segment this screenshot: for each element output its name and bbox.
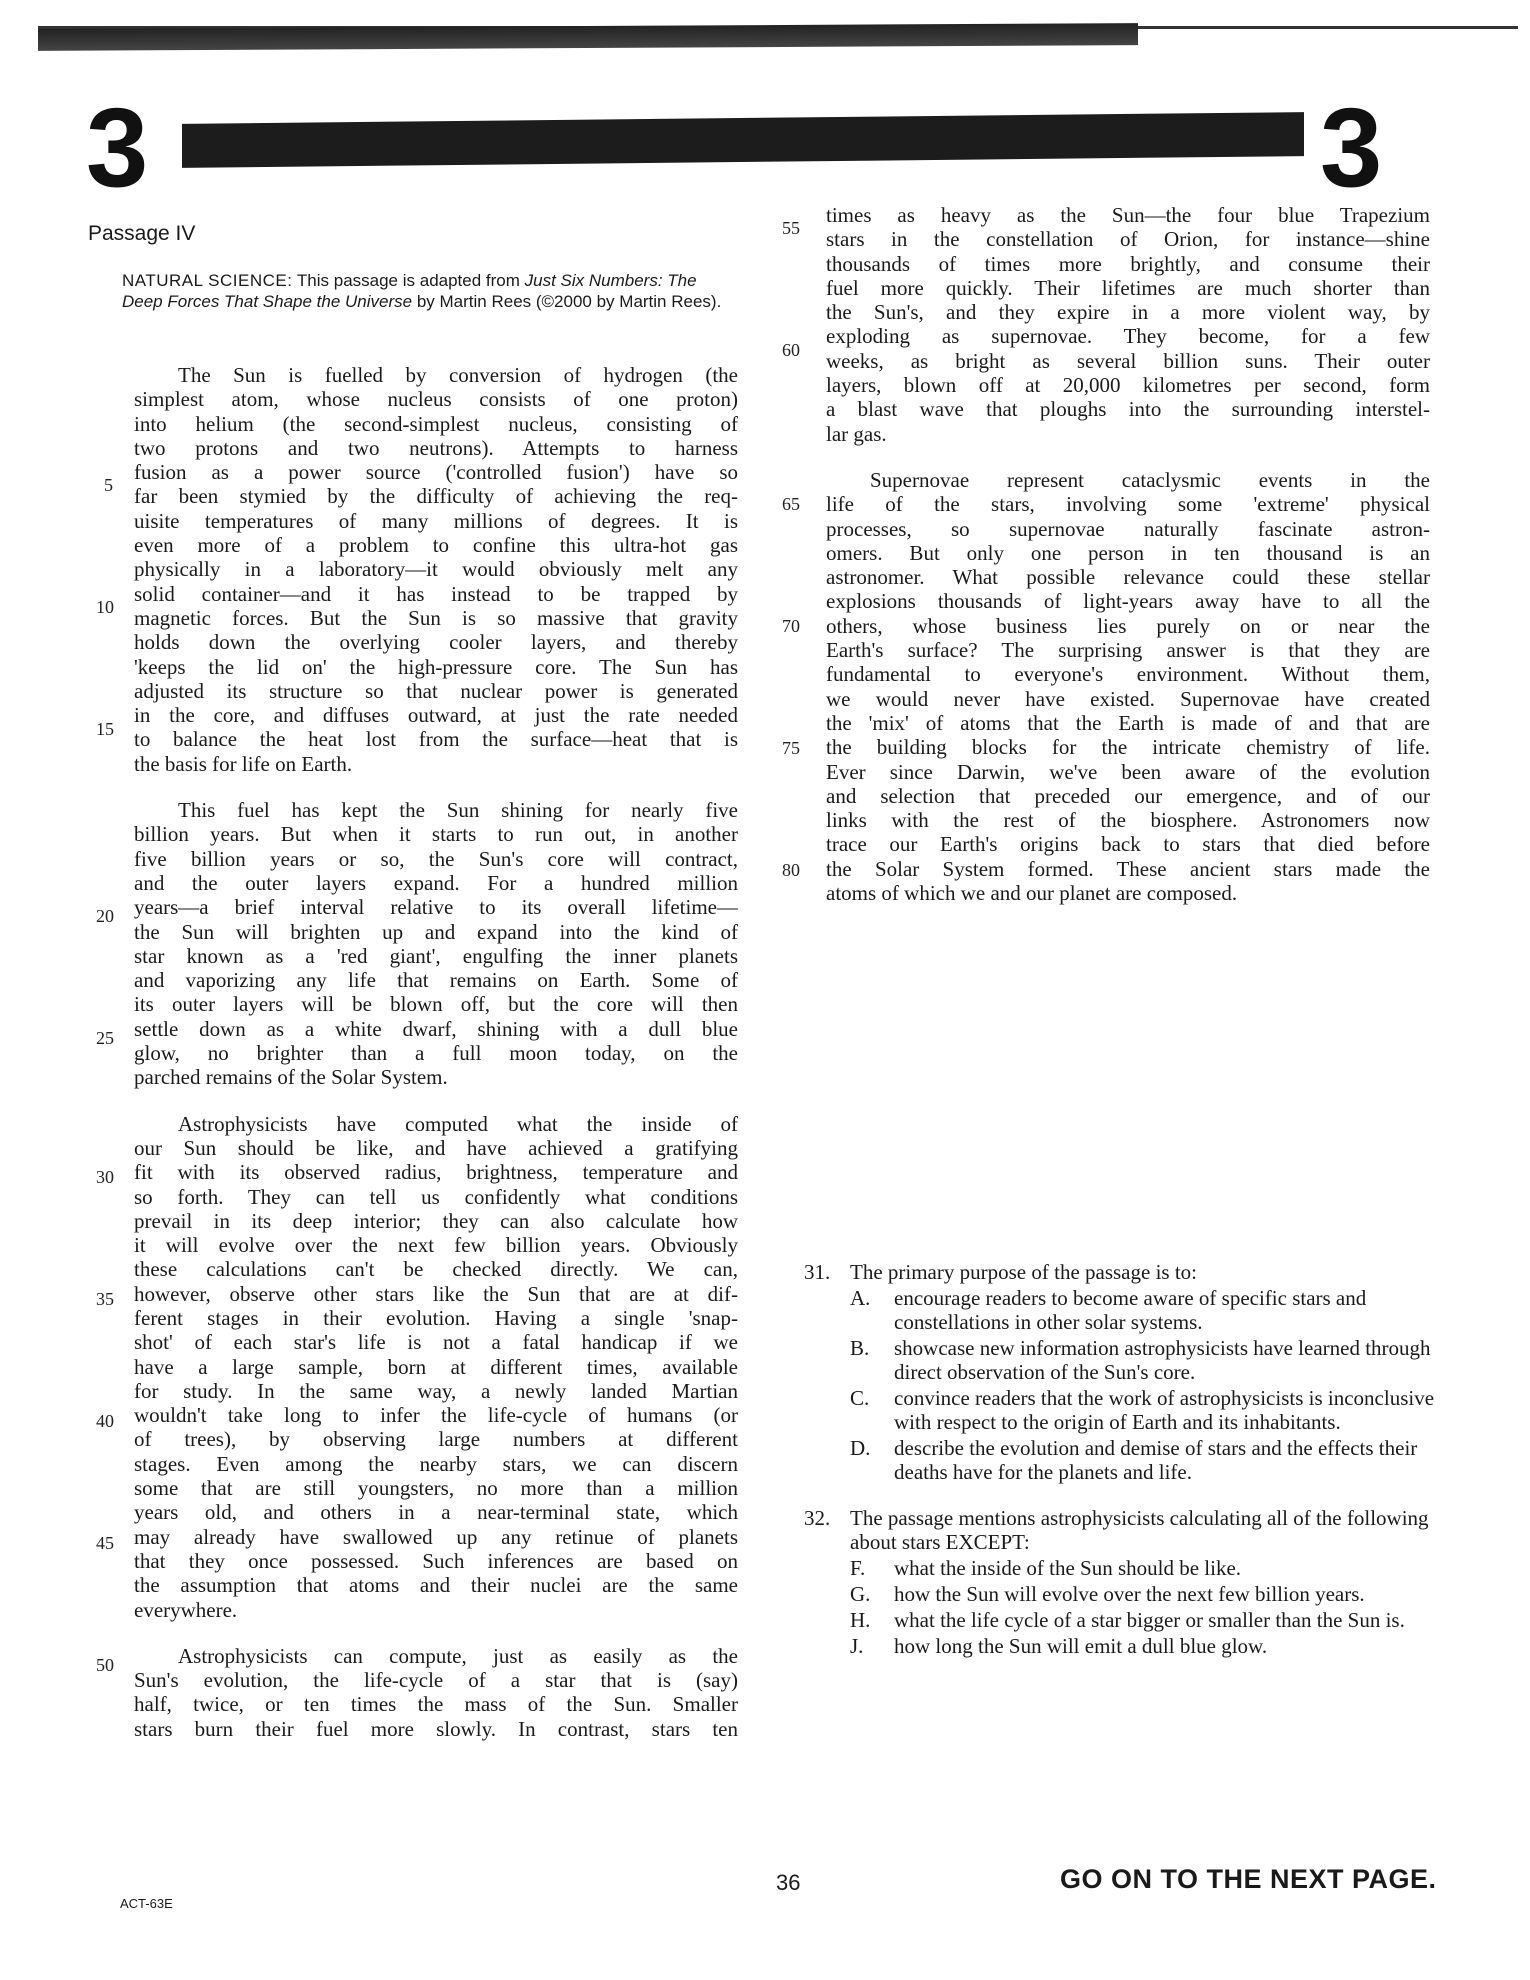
option-text: describe the evolution and demise of stars and the effects their deaths have for the planets and life. — [894, 1436, 1418, 1484]
passage-label: Passage IV — [88, 222, 196, 245]
option-letter: F. — [850, 1556, 866, 1580]
answer-option-d[interactable] — [850, 1436, 1464, 1484]
line-number: 55 — [782, 218, 800, 238]
passage-line: lar gas. — [826, 421, 887, 446]
passage-line: times as heavy as the Sun—the four blue Trapezium — [826, 203, 1430, 227]
line-number: 45 — [96, 1533, 114, 1553]
passage-line: settle down as a white dwarf, shining with a dull blue — [134, 1016, 738, 1041]
option-text: convince readers that the work of astrophysicists is inconclusive with respect to the origin of Earth and its inhabitants. — [894, 1386, 1435, 1434]
passage-line: billion years. But when it starts to run out, in another — [134, 822, 738, 847]
passage-line: fuel more quickly. Their lifetimes are much shorter than — [826, 275, 1430, 300]
passage-line: some that are still youngsters, no more than a million — [134, 1476, 738, 1501]
answer-option-c[interactable] — [850, 1386, 1464, 1434]
passage-line: Astrophysicists can compute, just as easily as the — [178, 1643, 738, 1668]
passage-line: our Sun should be like, and have achieved a gratifying — [134, 1135, 738, 1160]
answer-option-b[interactable] — [850, 1336, 1464, 1384]
passage-line: everywhere. — [134, 1597, 238, 1622]
passage-line: and selection that preceded our emergence, and of our — [826, 783, 1430, 808]
passage-line: so forth. They can tell us confidently what conditions — [134, 1184, 738, 1209]
question-31 — [804, 1260, 1464, 1484]
passage-line: This fuel has kept the Sun shining for nearly five — [178, 798, 738, 823]
passage-line: prevail in its deep interior; they can also calculate how — [134, 1208, 738, 1233]
passage-line: others, whose business lies purely on or near the — [826, 613, 1430, 638]
passage-line: uisite temperatures of many millions of degrees. It is — [134, 508, 738, 533]
passage-line: parched remains of the Solar System. — [134, 1065, 448, 1090]
passage-line: into helium (the second-simplest nucleus, consisting of — [134, 411, 738, 436]
line-number: 35 — [96, 1289, 114, 1309]
answer-option-j[interactable] — [850, 1634, 1464, 1658]
passage-line: have a large sample, born at different times, available — [134, 1354, 738, 1379]
passage-line: two protons and two neutrons). Attempts to harness — [134, 435, 738, 460]
passage-line: that they once possessed. Such inferences are based on — [134, 1548, 738, 1573]
section-number-left: 3 — [86, 85, 149, 210]
passage-line: however, observe other stars like the Sun that are at dif- — [134, 1281, 738, 1306]
line-number: 25 — [96, 1028, 114, 1048]
page-number: 36 — [776, 1870, 801, 1895]
question-32 — [804, 1506, 1464, 1658]
passage-left-column — [134, 363, 738, 1741]
passage-line: processes, so supernovae naturally fascinate astron- — [826, 516, 1430, 541]
option-text: what the life cycle of a star bigger or smaller than the Sun is. — [894, 1608, 1405, 1632]
source-text-after: by Martin Rees (©2000 by Martin Rees). — [412, 292, 722, 311]
passage-line: stages. Even among the nearby stars, we can discern — [134, 1451, 738, 1476]
passage-line: Astrophysicists have computed what the inside of — [178, 1111, 738, 1136]
passage-line: Supernovae represent cataclysmic events in the — [870, 467, 1430, 492]
passage-line: explosions thousands of light-years away have to all the — [826, 589, 1430, 614]
passage-line: shot' of each star's life is not a fatal handicap if we — [134, 1330, 738, 1355]
line-number: 10 — [96, 597, 114, 617]
passage-line: trace our Earth's origins back to stars that died before — [826, 832, 1430, 857]
top-rule-bar — [38, 23, 1138, 51]
passage-line: the Sun's, and they expire in a more violent way, by — [826, 300, 1430, 325]
passage-line: for study. In the same way, a newly landed Martian — [134, 1378, 738, 1403]
answer-option-g[interactable] — [850, 1582, 1464, 1606]
question-stem: The primary purpose of the passage is to: — [850, 1260, 1197, 1284]
passage-line: and vaporizing any life that remains on Earth. Some of — [134, 968, 738, 993]
option-letter: D. — [850, 1436, 871, 1460]
question-number: 32. — [804, 1506, 831, 1530]
line-number: 15 — [96, 719, 114, 739]
passage-line: adjusted its structure so that nuclear power is generated — [134, 678, 738, 703]
passage-line: five billion years or so, the Sun's core will contract, — [134, 846, 738, 871]
passage-line: its outer layers will be blown off, but the core will then — [134, 992, 738, 1017]
passage-line: The Sun is fuelled by conversion of hydrogen (the — [178, 363, 738, 387]
option-text: how the Sun will evolve over the next few billion years. — [894, 1582, 1365, 1606]
passage-line: Ever since Darwin, we've been aware of the evolution — [826, 759, 1430, 784]
option-letter: C. — [850, 1386, 870, 1410]
passage-line: Earth's surface? The surprising answer is that they are — [826, 638, 1430, 663]
header-bar — [182, 112, 1304, 168]
passage-line: the Solar System formed. These ancient stars made the — [826, 856, 1430, 881]
passage-line: years old, and others in a near-terminal state, which — [134, 1500, 738, 1525]
passage-line: physically in a laboratory—it would obviously melt any — [134, 557, 738, 582]
form-code: ACT-63E — [120, 1896, 173, 1911]
passage-line: omers. But only one person in ten thousand is an — [826, 540, 1430, 565]
passage-line: 'keeps the lid on' the high-pressure core. The Sun has — [134, 654, 738, 679]
source-text-before: This passage is adapted from — [292, 271, 525, 290]
line-number: 5 — [104, 475, 113, 495]
line-number: 30 — [96, 1167, 114, 1187]
passage-line: it will evolve over the next few billion years. Obviously — [134, 1233, 738, 1258]
paragraph-5 — [826, 468, 1430, 905]
passage-line: may already have swallowed up any retinue of planets — [134, 1524, 738, 1549]
passage-line: fundamental to everyone's environment. Without them, — [826, 662, 1430, 687]
passage-line: half, twice, or ten times the mass of the Sun. Smaller — [134, 1692, 738, 1717]
line-number: 65 — [782, 494, 800, 514]
passage-line: stars in the constellation of Orion, for instance—shine — [826, 227, 1430, 252]
passage-line: the basis for life on Earth. — [134, 751, 353, 776]
go-on-next-page: GO ON TO THE NEXT PAGE. — [1060, 1864, 1437, 1894]
answer-option-a[interactable] — [850, 1286, 1464, 1334]
line-number: 60 — [782, 340, 800, 360]
line-number: 50 — [96, 1655, 114, 1675]
option-letter: A. — [850, 1286, 871, 1310]
passage-line: links with the rest of the biosphere. Astronomers now — [826, 808, 1430, 833]
passage-line: years—a brief interval relative to its overall lifetime— — [134, 895, 738, 920]
passage-line: in the core, and diffuses outward, at just the rate needed — [134, 703, 738, 728]
passage-line: holds down the overlying cooler layers, and thereby — [134, 630, 738, 655]
passage-line: layers, blown off at 20,000 kilometres per second, form — [826, 373, 1430, 398]
paragraph-3 — [134, 1112, 738, 1622]
line-number: 75 — [782, 738, 800, 758]
question-stem: The passage mentions astrophysicists calculating all of the following about stars EXCEPT: — [850, 1506, 1429, 1554]
passage-line: exploding as supernovae. They become, for a few — [826, 324, 1430, 349]
passage-line: star known as a 'red giant', engulfing the inner planets — [134, 943, 738, 968]
option-text: encourage readers to become aware of specific stars and constellations in other solar systems. — [894, 1286, 1367, 1334]
source-note — [122, 270, 732, 312]
passage-line: a blast wave that ploughs into the surrounding interstel- — [826, 397, 1430, 422]
questions — [804, 1260, 1464, 1680]
line-number: 40 — [96, 1411, 114, 1431]
paragraph-1 — [134, 363, 738, 776]
passage-line: the building blocks for the intricate chemistry of life. — [826, 735, 1430, 760]
source-label: NATURAL SCIENCE: — [122, 271, 293, 290]
passage-line: fusion as a power source ('controlled fusion') have so — [134, 460, 738, 485]
option-letter: B. — [850, 1336, 870, 1360]
passage-line: we would never have existed. Supernovae have created — [826, 686, 1430, 711]
paragraph-2 — [134, 798, 738, 1090]
passage-line: of trees), by observing large numbers at different — [134, 1427, 738, 1452]
answer-option-h[interactable] — [850, 1608, 1464, 1632]
option-text: how long the Sun will emit a dull blue glow. — [894, 1634, 1268, 1658]
source-title: Just Six Numbers: The Deep Forces That Shape the Universe — [122, 271, 697, 311]
passage-line: the Sun will brighten up and expand into the kind of — [134, 919, 738, 944]
passage-line: life of the stars, involving some 'extreme' physical — [826, 492, 1430, 517]
passage-line: wouldn't take long to infer the life-cycle of humans (or — [134, 1403, 738, 1428]
passage-line: solid container—and it has instead to be trapped by — [134, 581, 738, 606]
passage-line: fit with its observed radius, brightness, temperature and — [134, 1160, 738, 1185]
passage-line: simplest atom, whose nucleus consists of one proton) — [134, 387, 738, 412]
passage-line: to balance the heat lost from the surface—heat that is — [134, 727, 738, 752]
option-text: what the inside of the Sun should be like. — [894, 1556, 1242, 1580]
passage-right-column — [826, 203, 1430, 905]
passage-line: magnetic forces. But the Sun is so massive that gravity — [134, 605, 738, 630]
passage-line: these calculations can't be checked directly. We can, — [134, 1257, 738, 1282]
passage-line: atoms of which we and our planet are composed. — [826, 881, 1238, 906]
section-number-right: 3 — [1320, 85, 1383, 210]
line-number: 80 — [782, 860, 800, 880]
passage-line: even more of a problem to confine this ultra-hot gas — [134, 533, 738, 558]
passage-line: thousands of times more brightly, and consume their — [826, 251, 1430, 276]
paragraph-4-continued — [826, 203, 1430, 446]
line-number: 70 — [782, 616, 800, 636]
option-text: showcase new information astrophysicists have learned through direct observation of the Sun's core. — [894, 1336, 1431, 1384]
passage-line: ferent stages in their evolution. Having a single 'snap- — [134, 1305, 738, 1330]
paragraph-4 — [134, 1644, 738, 1741]
answer-option-f[interactable] — [850, 1556, 1464, 1580]
question-number: 31. — [804, 1260, 831, 1284]
option-letter: H. — [850, 1608, 871, 1632]
passage-line: Sun's evolution, the life-cycle of a star that is (say) — [134, 1668, 738, 1693]
passage-line: weeks, as bright as several billion suns. Their outer — [826, 348, 1430, 373]
passage-line: the 'mix' of atoms that the Earth is made of and that are — [826, 710, 1430, 735]
passage-line: and the outer layers expand. For a hundred million — [134, 870, 738, 895]
passage-line: far been stymied by the difficulty of achieving the req- — [134, 484, 738, 509]
option-letter: J. — [850, 1634, 864, 1658]
option-letter: G. — [850, 1582, 871, 1606]
line-number: 20 — [96, 906, 114, 926]
passage-line: glow, no brighter than a full moon today, on the — [134, 1041, 738, 1066]
passage-line: the assumption that atoms and their nuclei are the same — [134, 1573, 738, 1598]
passage-line: stars burn their fuel more slowly. In contrast, stars ten — [134, 1716, 738, 1741]
passage-line: astronomer. What possible relevance could these stellar — [826, 565, 1430, 590]
